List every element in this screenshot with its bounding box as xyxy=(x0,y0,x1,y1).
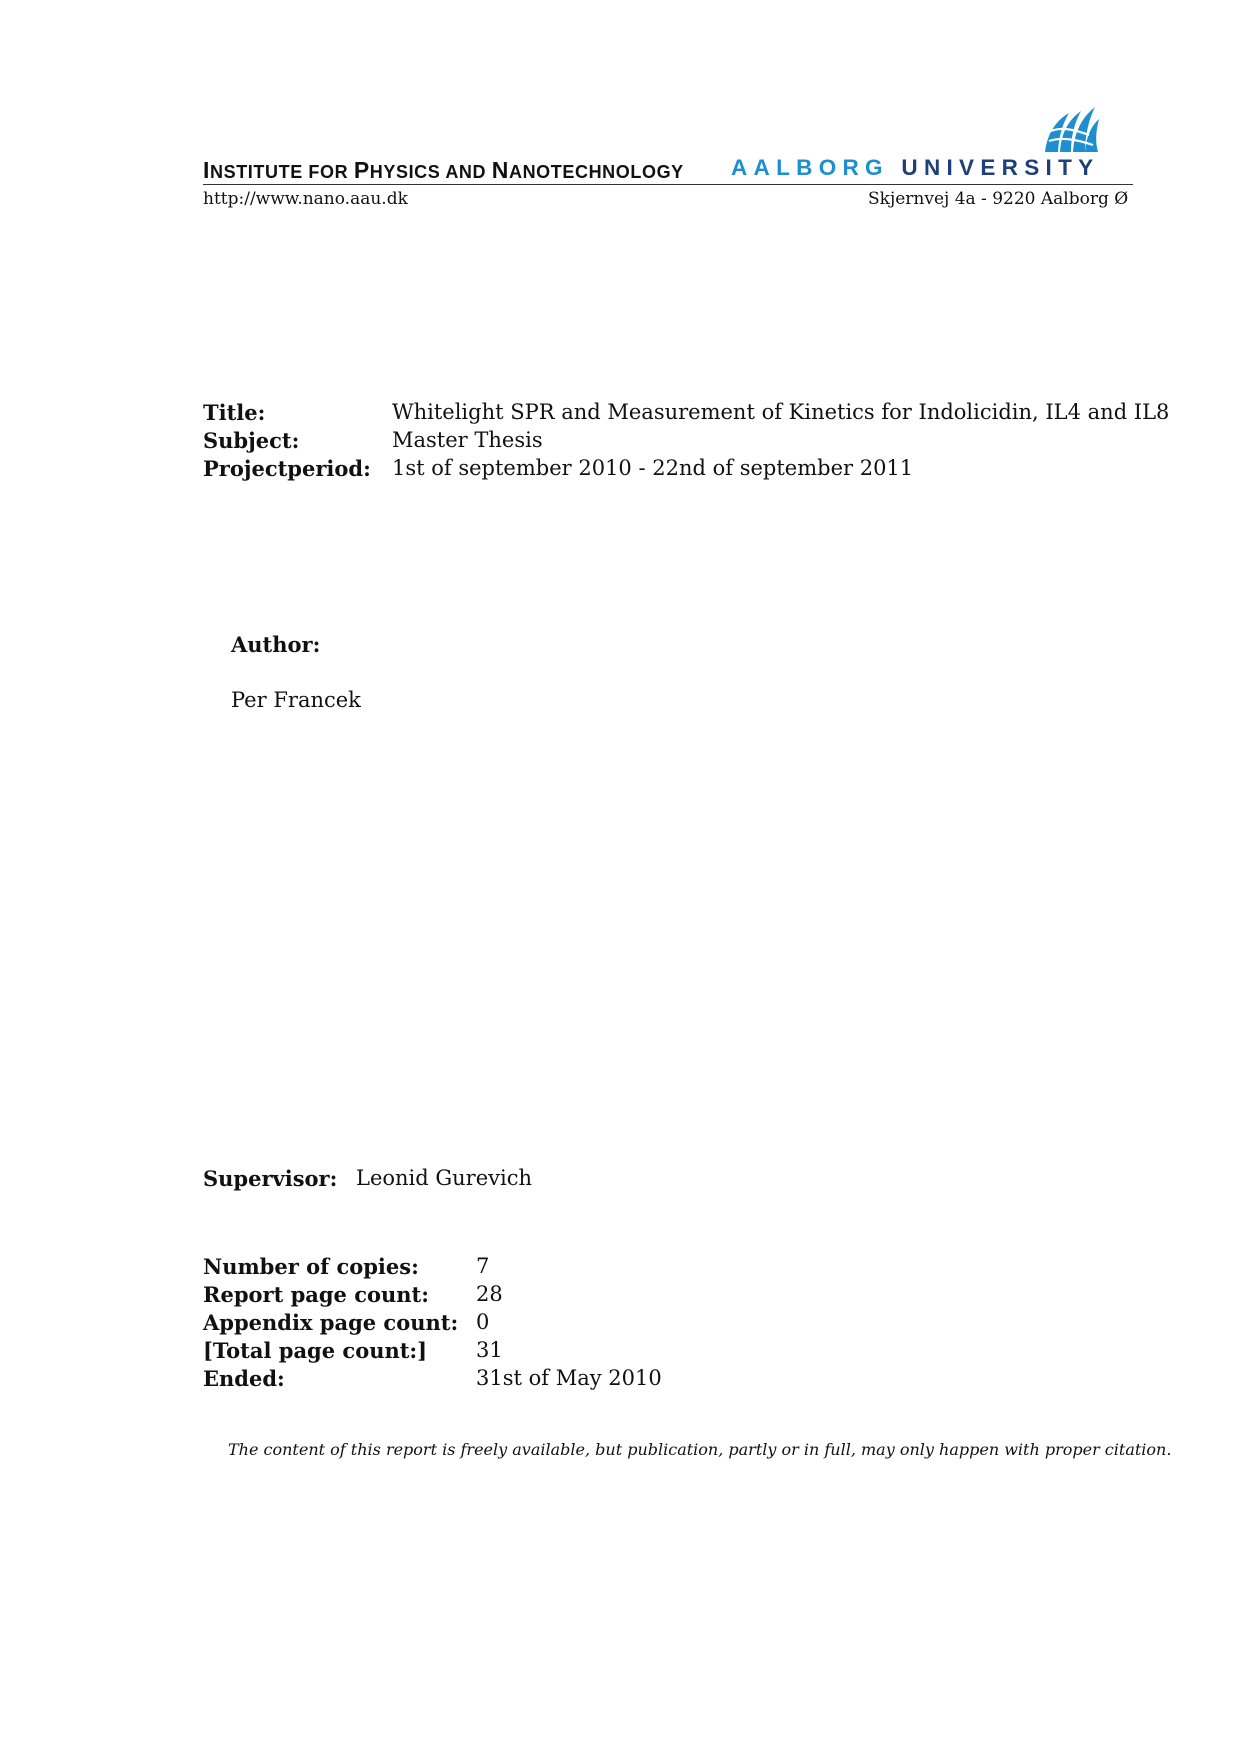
institute-word: ANOTECHNOLOGY xyxy=(508,162,684,182)
projectperiod-value: 1st of september 2010 - 22nd of september 2011 xyxy=(392,456,914,480)
author-heading: Author: xyxy=(231,632,321,657)
institute-name xyxy=(203,157,684,184)
projectperiod-label: Projectperiod: xyxy=(203,456,371,481)
subject-label: Subject: xyxy=(203,428,300,453)
institute-word: HYSICS xyxy=(369,162,441,182)
institute-word: NSTITUTE xyxy=(210,162,303,182)
report-page-count-value: 28 xyxy=(476,1282,503,1306)
subject-value: Master Thesis xyxy=(392,428,543,452)
supervisor-label: Supervisor: xyxy=(203,1166,338,1191)
institute-word: FOR xyxy=(308,162,349,182)
ended-value: 31st of May 2010 xyxy=(476,1366,662,1390)
appendix-page-count-label: Appendix page count: xyxy=(203,1310,459,1335)
institute-word: I xyxy=(203,157,210,183)
title-value: Whitelight SPR and Measurement of Kinetics for Indolicidin, IL4 and IL8 xyxy=(392,400,1170,424)
total-page-count-value: 31 xyxy=(476,1338,503,1362)
institute-url[interactable]: http://www.nano.aau.dk xyxy=(203,189,408,209)
institute-word: AND xyxy=(445,162,487,182)
citation-note: The content of this report is freely available, but publication, partly or in full, may only happen with proper citation. xyxy=(228,1440,1172,1459)
institute-address: Skjernvej 4a - 9220 Aalborg Ø xyxy=(868,189,1129,209)
title-label: Title: xyxy=(203,400,266,425)
supervisor-name: Leonid Gurevich xyxy=(356,1166,533,1190)
appendix-page-count-value: 0 xyxy=(476,1310,490,1334)
university-name xyxy=(731,155,1099,181)
ended-label: Ended: xyxy=(203,1366,285,1391)
copies-value: 7 xyxy=(476,1254,490,1278)
institute-word: N xyxy=(491,157,509,183)
university-name-part1: AALBORG xyxy=(731,155,889,180)
header-rule xyxy=(203,184,1133,185)
university-name-part2: UNIVERSITY xyxy=(901,155,1100,180)
aalborg-university-logo-icon xyxy=(1043,105,1100,153)
author-name: Per Francek xyxy=(231,688,361,712)
report-page-count-label: Report page count: xyxy=(203,1282,430,1307)
institute-word: P xyxy=(353,157,370,183)
copies-label: Number of copies: xyxy=(203,1254,419,1279)
total-page-count-label: [Total page count:] xyxy=(203,1338,428,1363)
